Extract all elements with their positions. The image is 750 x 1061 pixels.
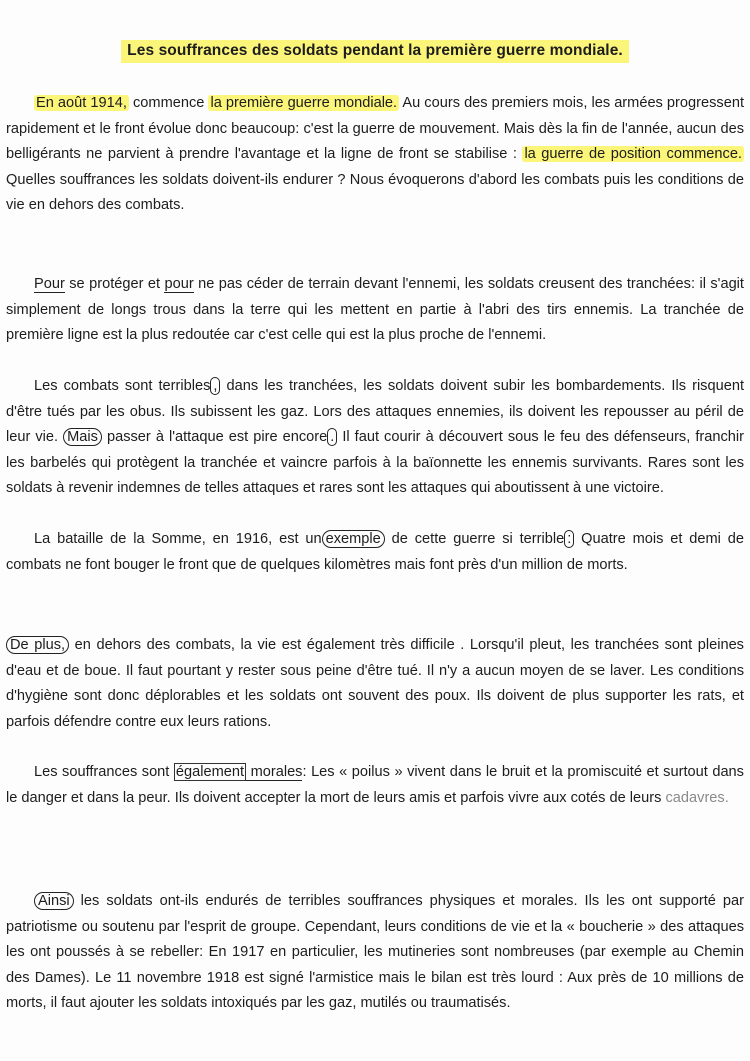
combat-text-a: Les combats sont terribles [34,378,211,394]
intro-text-a: commence [128,95,209,111]
conclusion-text: les soldats ont-ils endurés de terribles souffrances physiques et morales. Ils les ont supporté par patriotisme ou soutenu par l'esprit de groupe. Cependant, leurs conditions de vie et la « boucherie » des attaques les ont poussés à se rebeller: En 1917 en particulier, les mutineries sont nombreuses (par exemple au Chemin des Dames). Le 11 novembre 1918 est signé l'armistice mais le bilan est très lourd : Aux près de 10 millions de morts, il faut ajouter les soldats intoxiqués par les gaz, mutilés ou traumatisés. [6,893,744,1011]
document-title: Les souffrances des soldats pendant la première guerre mondiale. [121,40,629,63]
somme-text-b: de cette guerre si terrible [384,531,565,547]
moral-paragraph [6,760,744,811]
combat-text-b: dans les tranchées, les soldats doivent subir les bombardements. Ils risquent d'être tués par les obus. Ils subissent les gaz. Lors des attaques ennemies, ils doivent les repousser au péril de leur vie. [6,378,745,445]
circled-de-plus: De plus, [6,636,69,654]
highlight-date: En août 1914, [36,95,127,111]
underlined-pour-2: pour [164,276,194,292]
faint-cadavres: cadavres. [665,789,729,806]
combat-paragraph [6,374,744,502]
trenches-paragraph [6,272,744,349]
conclusion-paragraph [6,889,744,1017]
somme-paragraph [6,527,744,578]
trenches-text-b: ne pas céder de terrain devant l'ennemi, les soldats creusent des tranchées: il s'agit simplement de longs trous dans la terre qui les mettent en partie à l'abri des tirs ennemis. La tranchée de première ligne est la plus redoutée car c'est celle qui est la plus proche de l'ennemi. [6,276,744,343]
somme-text-c: Quatre mois et demi de combats ne font bouger le front que de quelques kilomètres mais font près d'un million de morts. [6,531,744,573]
boxed-egalement: également [175,764,245,780]
moral-text-c: : Les « poilus » vivent dans le bruit et la promiscuité et surtout dans le danger et dans la peur. Ils doivent accepter la mort de leurs amis et parfois vivre aux cotés de leurs [6,764,744,806]
title-container [0,40,750,63]
trenches-text-a: se protéger et [64,276,165,292]
underlined-morales: morales [246,764,303,780]
circled-colon: : [564,530,574,548]
moral-text-a: Les souffrances sont [34,764,174,780]
somme-text-a: La bataille de la Somme, en 1916, est un [34,531,322,547]
intro-paragraph [6,91,744,219]
circled-exemple: exemple [322,530,385,548]
circled-punctuation-2: . [327,428,337,446]
intro-text-c: Quelles souffrances les soldats doivent-ils endurer ? Nous évoquerons d'abord les combats puis les conditions de vie en dehors des combats. [6,171,744,213]
circled-ainsi: Ainsi [34,892,74,910]
underlined-pour-1: Pour [34,276,65,292]
highlight-war: la première guerre mondiale. [210,95,398,111]
combat-text-c: passer à l'attaque est pire encore [101,429,328,445]
intro-text-b: Au cours des premiers mois, les armées progressent rapidement et le front évolue donc beaucoup: c'est la guerre de mouvement. Mais dès la fin de l'année, aucun des belligérants ne parvient à prendre l'avantage et la ligne de front se stabilise : [6,95,744,162]
combat-text-d: Il faut courir à découvert sous le feu des défenseurs, franchir les barbelés qui protègent la tranchée et vaincre parfois à la baïonnette les ennemis survivants. Rares sont les soldats à revenir indemnes de telles attaques et rares sont les attaques qui aboutissent à une victoire. [6,429,744,496]
circled-mais: Mais [63,428,102,446]
living-text-a: en dehors des combats, la vie est également très difficile . Lorsqu'il pleut, les tranchées sont pleines d'eau et de boue. Il faut pourtant y rester sous peine d'être tué. Il n'y a aucun moyen de se laver. Les conditions d'hygiène sont donc déplorables et les soldats ont souvent des poux. Ils doivent de plus supporter les rats, et parfois défendre contre eux leurs rations. [6,637,744,730]
highlight-position-war: la guerre de position commence. [524,146,742,162]
circled-punctuation-1: , [210,377,220,395]
living-conditions-paragraph [6,633,744,735]
